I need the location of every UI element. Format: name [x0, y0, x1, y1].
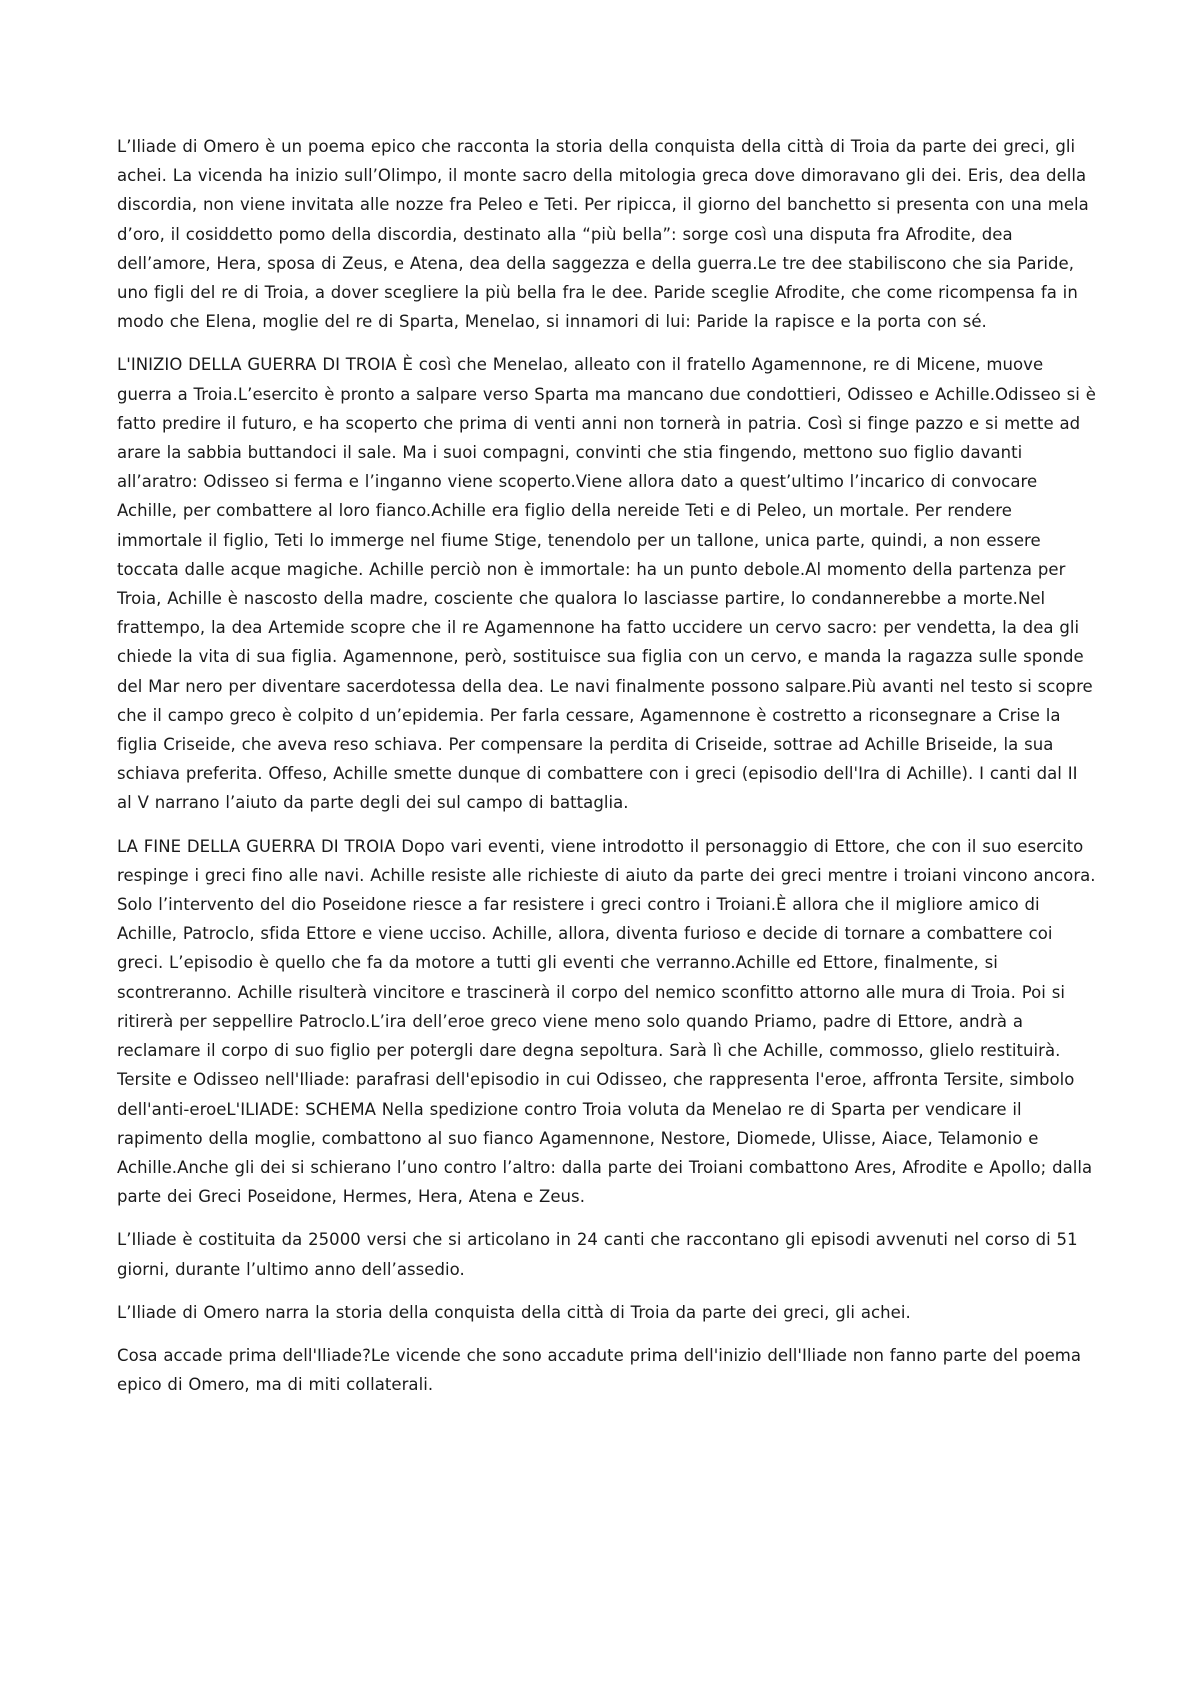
paragraph-intro: L’Iliade di Omero è un poema epico che racconta la storia della conquista della città di Troia da parte dei greci, gli achei. La vicenda ha inizio sull’Olimpo, il monte sacro della mitologia greca dove dimoravano gli dei. Eris, dea della discordia, non viene invitata alle nozze fra Peleo e Teti. Per ripicca, il giorno del banchetto si presenta con una mela d’oro, il cosiddetto pomo della discordia, destinato alla “più bella”: sorge così una disputa fra Afrodite, dea dell’amore, Hera, sposa di Zeus, e Atena, dea della saggezza e della guerra.Le tre dee stabiliscono che sia Paride, uno figli del re di Troia, a dover scegliere la più bella fra le dee. Paride sceglie Afrodite, che come ricompensa fa in modo che Elena, moglie del re di Sparta, Menelao, si innamori di lui: Paride la rapisce e la porta con sé. [117, 137, 1089, 332]
document-page [117, 132, 1097, 1413]
paragraph-inizio-guerra: L'INIZIO DELLA GUERRA DI TROIA È così che Menelao, alleato con il fratello Agamennone, re di Micene, muove guerra a Troia.L’esercito è pronto a salpare verso Sparta ma mancano due condottieri, Odisseo e Achille.Odisseo si è fatto predire il futuro, e ha scoperto che prima di venti anni non tornerà in patria. Così si finge pazzo e si mette ad arare la sabbia buttandoci il sale. Ma i suoi compagni, convinti che stia fingendo, mettono suo figlio davanti all’aratro: Odisseo si ferma e l’inganno viene scoperto.Viene allora dato a quest’ultimo l’incarico di convocare Achille, per combattere al loro fianco.Achille era figlio della nereide Teti e di Peleo, un mortale. Per rendere immortale il figlio, Teti lo immerge nel fiume Stige, tenendolo per un tallone, unica parte, quindi, a non essere toccata dalle acque magiche. Achille perciò non è immortale: ha un punto debole.Al momento della partenza per Troia, Achille è nascosto della madre, cosciente che qualora lo lasciasse partire, lo condannerebbe a morte.Nel frattempo, la dea Artemide scopre che il re Agamennone ha fatto uccidere un cervo sacro: per vendetta, la dea gli chiede la vita di sua figlia. Agamennone, però, sostituisce sua figlia con un cervo, e manda la ragazza sulle sponde del Mar nero per diventare sacerdotessa della dea. Le navi finalmente possono salpare.Più avanti nel testo si scopre che il campo greco è colpito d un’epidemia. Per farla cessare, Agamennone è costretto a riconsegnare a Crise la figlia Criseide, che aveva reso schiava. Per compensare la perdita di Criseide, sottrae ad Achille Briseide, la sua schiava preferita. Offeso, Achille smette dunque di combattere con i greci (episodio dell'Ira di Achille). I canti dal II al V narrano l’aiuto da parte degli dei sul campo di battaglia. [117, 355, 1096, 813]
paragraph-sintesi: L’Iliade di Omero narra la storia della conquista della città di Troia da parte dei greci, gli achei. [117, 1302, 911, 1322]
paragraph-fine-guerra: LA FINE DELLA GUERRA DI TROIA Dopo vari eventi, viene introdotto il personaggio di Ettore, che con il suo esercito respinge i greci fino alle navi. Achille resiste alle richieste di aiuto da parte dei greci mentre i troiani vincono ancora. Solo l’intervento del dio Poseidone riesce a far resistere i greci contro i Troiani.È allora che il migliore amico di Achille, Patroclo, sfida Ettore e viene ucciso. Achille, allora, diventa furioso e decide di tornare a combattere coi greci. L’episodio è quello che fa da motore a tutti gli eventi che verranno.Achille ed Ettore, finalmente, si scontreranno. Achille risulterà vincitore e trascinerà il corpo del nemico sconfitto attorno alle mura di Troia. Poi si ritirerà per seppellire Patroclo.L’ira dell’eroe greco viene meno solo quando Priamo, padre di Ettore, andrà a reclamare il corpo di suo figlio per potergli dare degna sepoltura. Sarà lì che Achille, commosso, glielo restituirà. Tersite e Odisseo nell'Iliade: parafrasi dell'episodio in cui Odisseo, che rappresenta l'eroe, affronta Tersite, simbolo dell'anti-eroeL'ILIADE: SCHEMA Nella spedizione contro Troia voluta da Menelao re di Sparta per vendicare il rapimento della moglie, combattono al suo fianco Agamennone, Nestore, Diomede, Ulisse, Aiace, Telamonio e Achille.Anche gli dei si schierano l’uno contro l’altro: dalla parte dei Troiani combattono Ares, Afrodite e Apollo; dalla parte dei Greci Poseidone, Hermes, Hera, Atena e Zeus. [117, 836, 1096, 1207]
paragraph-struttura: L’Iliade è costituita da 25000 versi che si articolano in 24 canti che raccontano gli episodi avvenuti nel corso di 51 giorni, durante l’ultimo anno dell’assedio. [117, 1230, 1078, 1279]
paragraph-prima-iliade: Cosa accade prima dell'Iliade?Le vicende che sono accadute prima dell'inizio dell'Iliade non fanno parte del poema epico di Omero, ma di miti collaterali. [117, 1345, 1082, 1395]
